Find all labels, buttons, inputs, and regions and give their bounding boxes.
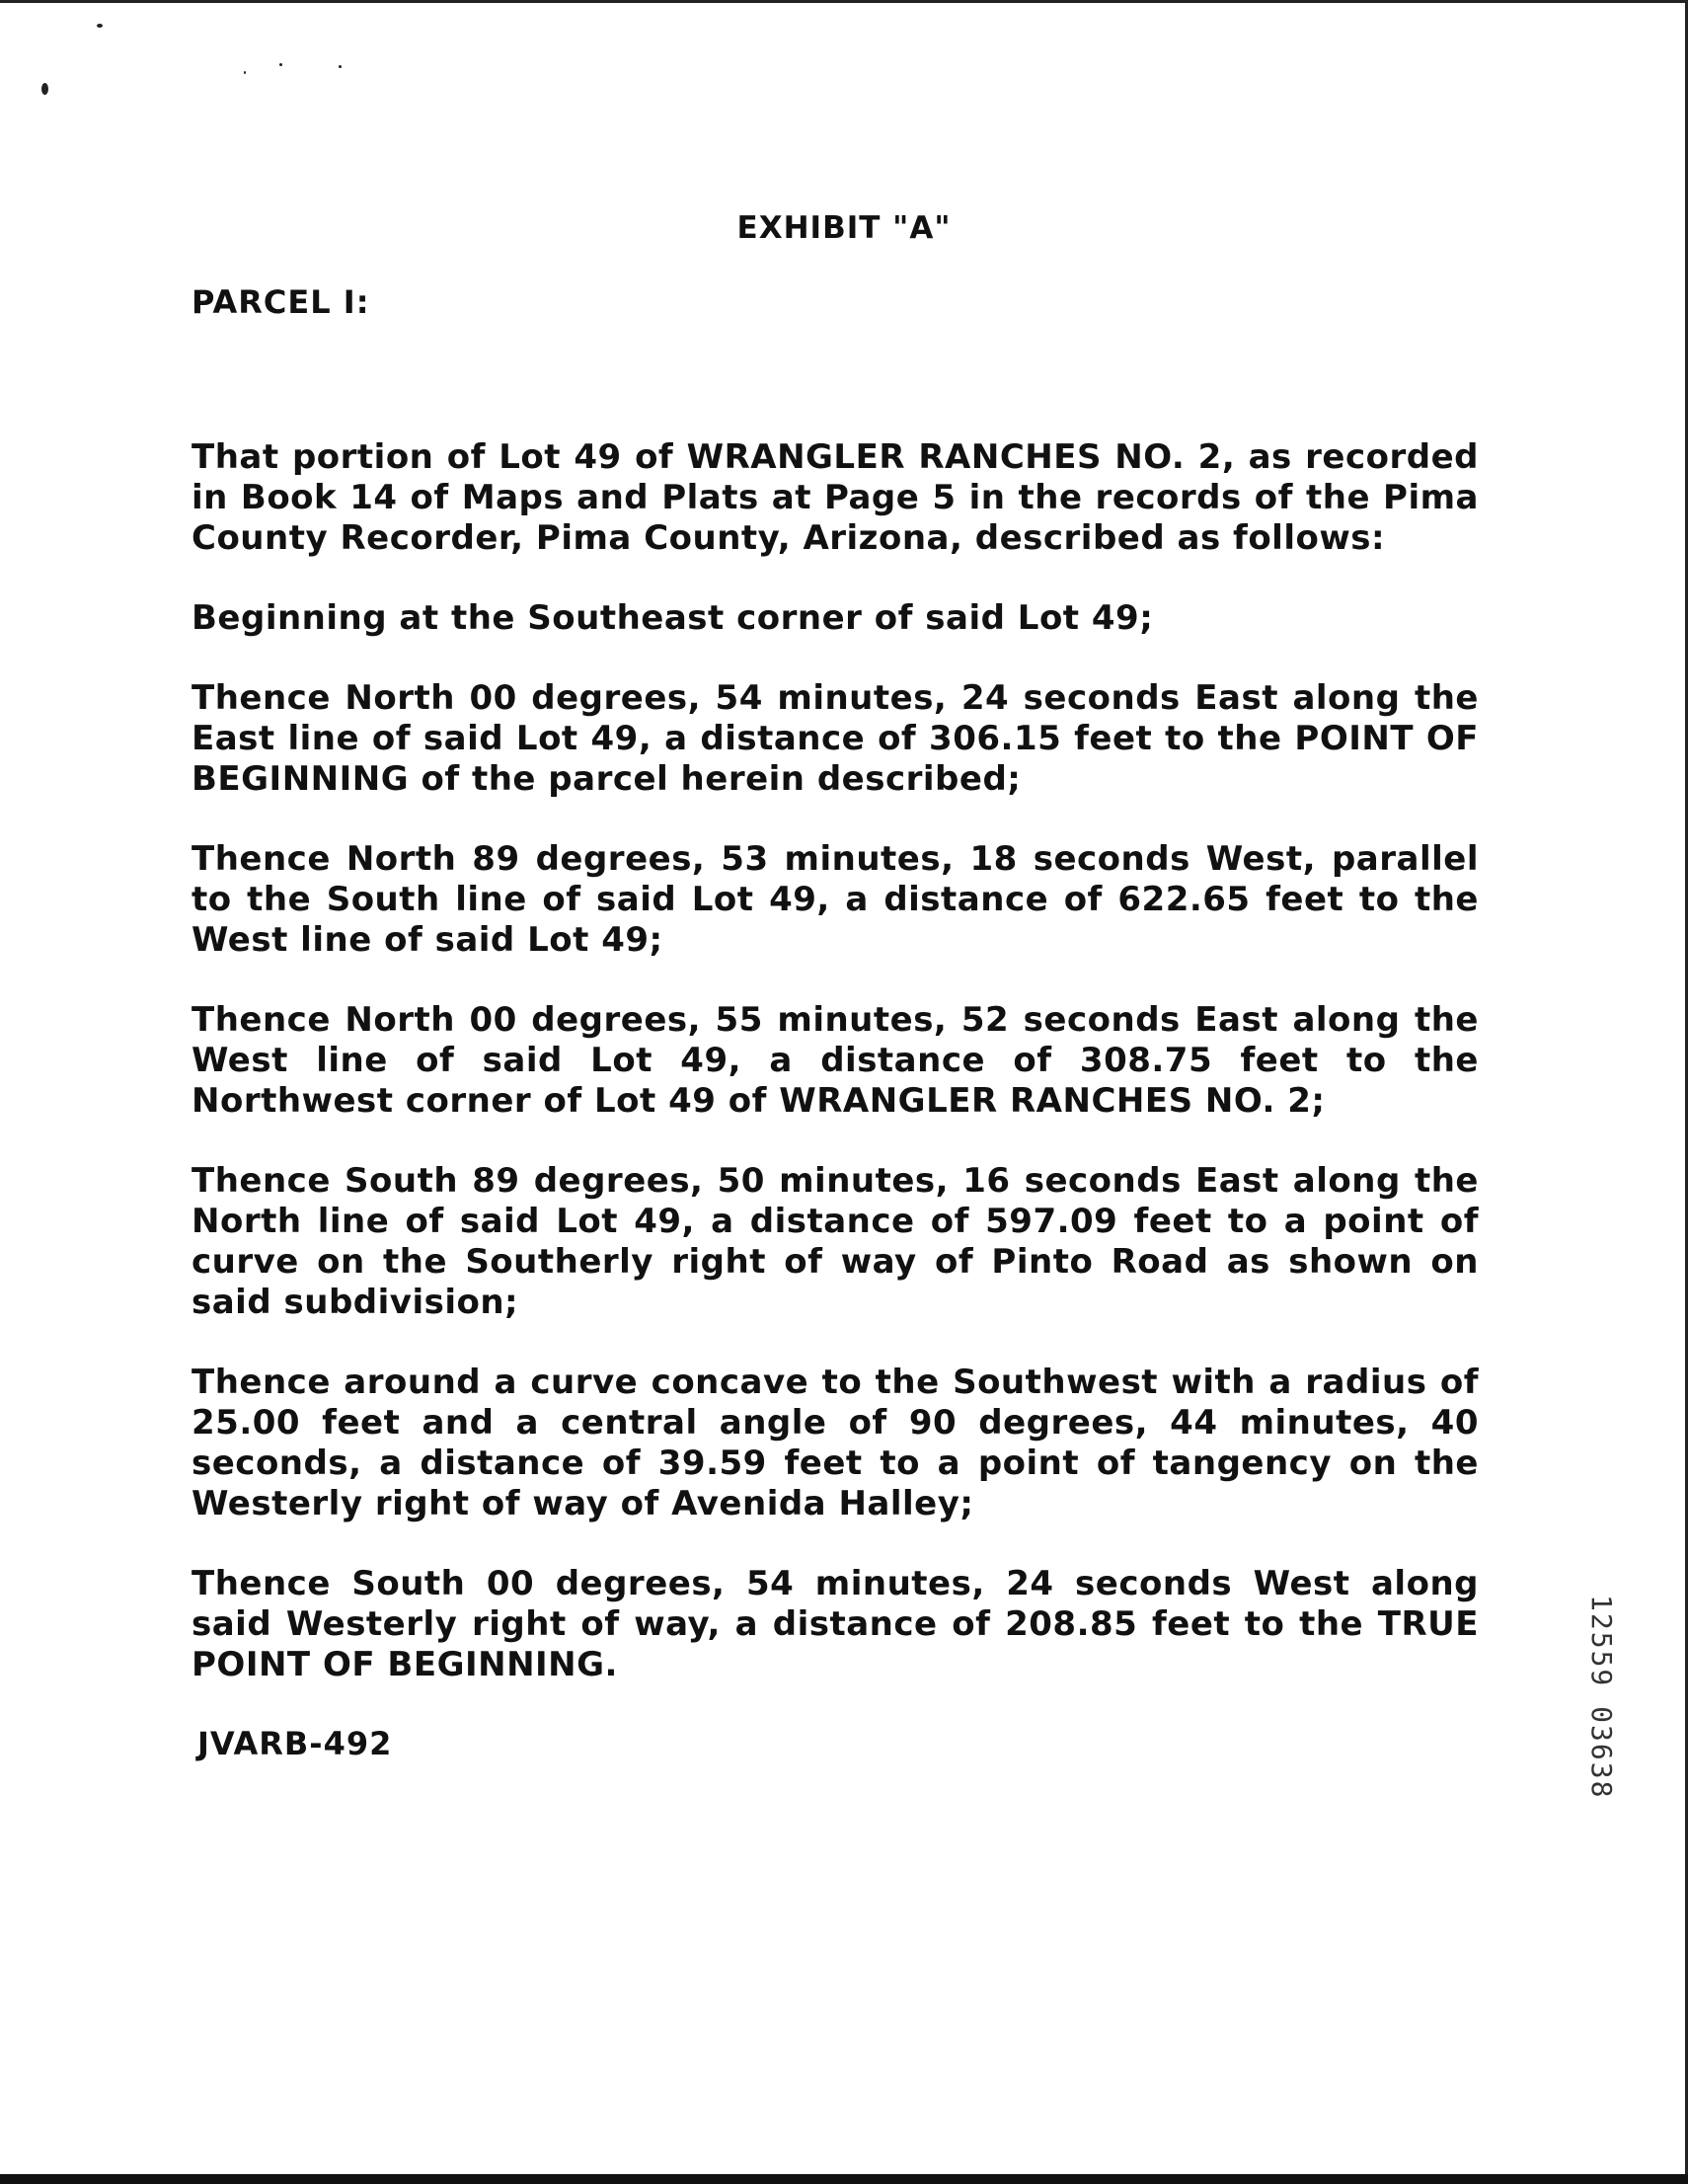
paragraph-course-1: Thence North 00 degrees, 54 minutes, 24 seconds East along the East line of said Lot 49, a distance of 306.15 feet to the POINT OF BEGINNING of the parcel herein described; (192, 678, 1479, 799)
scan-bottom-edge (0, 2174, 1688, 2184)
paragraph-beginning: Beginning at the Southeast corner of said Lot 49; (192, 598, 1154, 638)
scan-top-edge (0, 0, 1688, 3)
scan-speck (41, 83, 48, 95)
scan-speck (279, 63, 282, 66)
side-stamp-number: 12559 03638 (1585, 1595, 1618, 1800)
scan-speck (244, 71, 246, 74)
exhibit-title: EXHIBIT "A" (736, 210, 952, 246)
parcel-heading: PARCEL I: (192, 283, 370, 321)
paragraph-course-3: Thence North 00 degrees, 55 minutes, 52 seconds East along the West line of said Lot 49, a distance of 308.75 feet to the Northwest corner of Lot 49 of WRANGLER RANCHES NO. 2; (192, 1000, 1479, 1121)
reference-code: JVARB-492 (197, 1725, 393, 1762)
legal-description (192, 437, 1479, 1725)
paragraph-course-2: Thence North 89 degrees, 53 minutes, 18 seconds West, parallel to the South line of said Lot 49, a distance of 622.65 feet to the West line of said Lot 49; (192, 839, 1479, 960)
paragraph-intro: That portion of Lot 49 of WRANGLER RANCHES NO. 2, as recorded in Book 14 of Maps and Plats at Page 5 in the records of the Pima County Recorder, Pima County, Arizona, described as follows: (192, 437, 1479, 558)
paragraph-course-6: Thence South 00 degrees, 54 minutes, 24 seconds West along said Westerly right of way, a distance of 208.85 feet to the TRUE POINT OF BEGINNING. (192, 1564, 1479, 1684)
paragraph-course-5: Thence around a curve concave to the Southwest with a radius of 25.00 feet and a central angle of 90 degrees, 44 minutes, 40 seconds, a distance of 39.59 feet to a point of tangency on the Westerly right of way of Avenida Halley; (192, 1363, 1479, 1523)
scan-speck (339, 65, 342, 68)
paragraph-course-4: Thence South 89 degrees, 50 minutes, 16 seconds East along the North line of said Lot 49, a distance of 597.09 feet to a point of curve on the Southerly right of way of Pinto Road as shown on said subdivision; (192, 1161, 1479, 1322)
scan-speck (97, 24, 103, 28)
